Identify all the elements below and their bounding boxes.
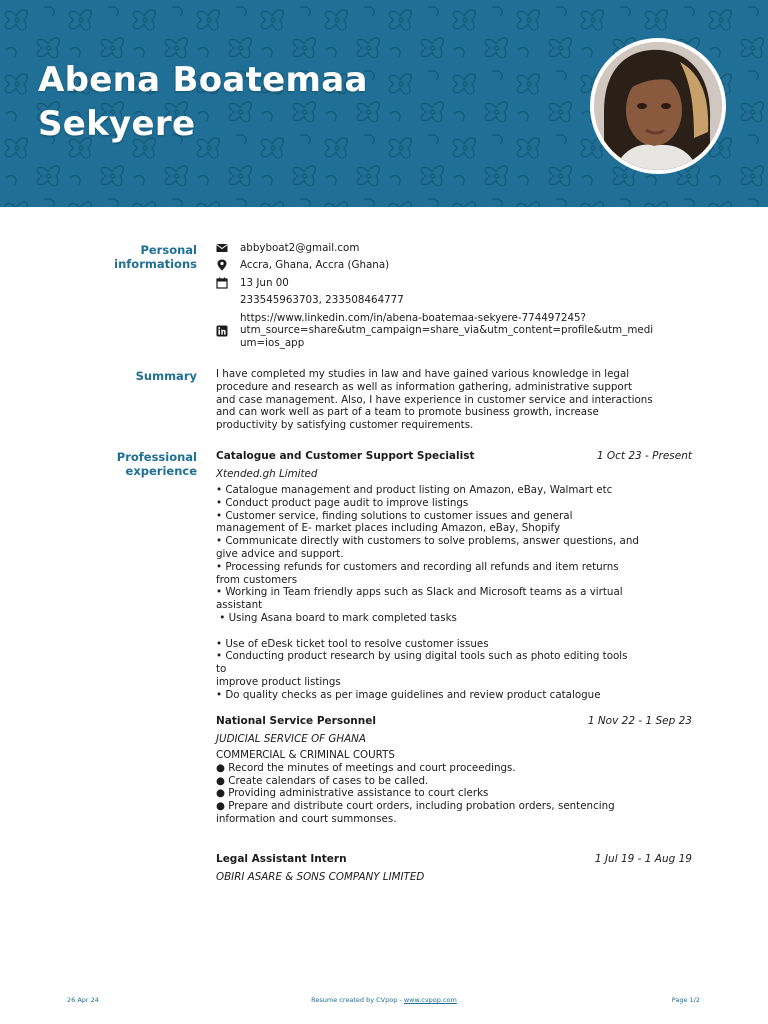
job-line: • Use of eDesk ticket tool to resolve customer issues (216, 637, 489, 650)
candidate-name (38, 58, 558, 146)
job-entry (216, 852, 692, 884)
portrait-image (594, 42, 722, 170)
section-title-experience (80, 450, 197, 478)
map-pin-icon (216, 259, 228, 271)
phone-text: 233545963703, 233508464777 (240, 294, 404, 307)
cvpop-link[interactable]: www.cvpop.com (403, 996, 457, 1004)
job-company: Xtended.gh Limited (216, 468, 318, 480)
email-text: abbyboat2@gmail.com (240, 242, 360, 254)
section-title-line: informations (114, 257, 197, 271)
job-description (216, 749, 692, 826)
job-line: improve product listings (216, 675, 341, 688)
contact-birthdate (216, 277, 692, 290)
job-company: OBIRI ASARE & SONS COMPANY LIMITED (216, 871, 425, 883)
job-title: Catalogue and Customer Support Specialist (216, 450, 475, 462)
linkedin-url-line-3: um=ios_app (240, 337, 305, 350)
linkedin-url-line-2: utm_source=share&utm_campaign=share_via&utm_content=profile&utm_medi (240, 324, 654, 337)
job-line: ● Record the minutes of meetings and court proceedings. (216, 761, 516, 774)
job-date: 1 Nov 22 - 1 Sep 23 (587, 715, 692, 727)
job-date: 1 Oct 23 - Present (596, 450, 692, 462)
name-line-1: Abena Boatemaa (38, 60, 368, 100)
summary-line: and case management. Also, I have experience in customer service and interactions (216, 393, 653, 406)
envelope-icon (216, 242, 228, 254)
summary-line: productivity by satisfying customer requirements. (216, 419, 474, 432)
job-line: • Working in Team friendly apps such as Slack and Microsoft teams as a virtual (216, 586, 623, 599)
job-header (216, 714, 692, 729)
summary-text (216, 368, 692, 432)
summary-line: and can work well as part of a team to promote business growth, increase (216, 406, 599, 419)
summary-line: procedure and research as well as information gathering, administrative support (216, 380, 632, 393)
location-text: Accra, Ghana, Accra (Ghana) (240, 259, 390, 272)
footer-credit-prefix: Resume created by CVpop - (311, 996, 404, 1004)
footer-page-number: Page 1/2 (671, 996, 700, 1004)
job-line: • Customer service, finding solutions to customer issues and general (216, 509, 573, 522)
footer-date: 26 Apr 24 (67, 996, 99, 1004)
header-banner (0, 0, 768, 207)
job-title: Legal Assistant Intern (216, 853, 347, 865)
footer-credit (0, 996, 768, 1004)
job-date: 1 Jul 19 - 1 Aug 19 (594, 853, 692, 865)
job-description (216, 484, 692, 702)
job-line: information and court summonses. (216, 812, 397, 825)
job-line: • Using Asana board to mark completed tasks (216, 611, 457, 624)
section-title-personal (80, 243, 197, 271)
summary-line: I have completed my studies in law and have gained various knowledge in legal (216, 368, 630, 380)
job-line: ● Providing administrative assistance to court clerks (216, 787, 489, 800)
job-line: • Catalogue management and product listing on Amazon, eBay, Walmart etc (216, 484, 613, 496)
calendar-icon (216, 277, 228, 289)
linkedin-icon (216, 325, 228, 337)
section-title-line: Personal (140, 243, 197, 257)
job-line: from customers (216, 573, 298, 586)
contact-linkedin[interactable] (216, 312, 692, 350)
job-line: • Conducting product research by using digital tools such as photo editing tools (216, 650, 628, 663)
job-line: give advice and support. (216, 547, 344, 560)
job-line: COMMERCIAL & CRIMINAL COURTS (216, 749, 395, 761)
job-title: National Service Personnel (216, 715, 376, 727)
name-line-2: Sekyere (38, 104, 196, 144)
job-entry (216, 449, 692, 702)
job-line: to (216, 663, 227, 676)
job-line: • Conduct product page audit to improve listings (216, 496, 469, 509)
job-line (216, 625, 692, 638)
job-line: • Do quality checks as per image guidelines and review product catalogue (216, 688, 601, 701)
job-line: assistant (216, 599, 263, 612)
contact-location (216, 259, 692, 272)
job-header (216, 852, 692, 867)
job-line: • Processing refunds for customers and recording all refunds and item returns (216, 560, 619, 573)
job-line: management of E- market places including Amazon, eBay, Shopify (216, 522, 561, 535)
job-header (216, 449, 692, 464)
contact-phone (216, 294, 692, 307)
job-line: ● Create calendars of cases to be called. (216, 774, 429, 787)
job-company: JUDICIAL SERVICE OF GHANA (216, 733, 366, 745)
section-title-line: Professional (116, 450, 197, 464)
profile-photo (590, 38, 726, 174)
section-title-line: Summary (135, 369, 197, 383)
contact-block (216, 242, 692, 355)
job-entry (216, 714, 692, 826)
birthdate-text: 13 Jun 00 (240, 276, 289, 289)
section-title-line: experience (125, 464, 197, 478)
contact-email (216, 242, 692, 255)
linkedin-url-line-1: https://www.linkedin.com/in/abena-boatemaa-sekyere-774497245? (240, 311, 587, 324)
job-line: ● Prepare and distribute court orders, including probation orders, sentencing (216, 800, 615, 813)
section-title-summary (80, 369, 197, 383)
job-line: • Communicate directly with customers to solve problems, answer questions, and (216, 535, 639, 548)
